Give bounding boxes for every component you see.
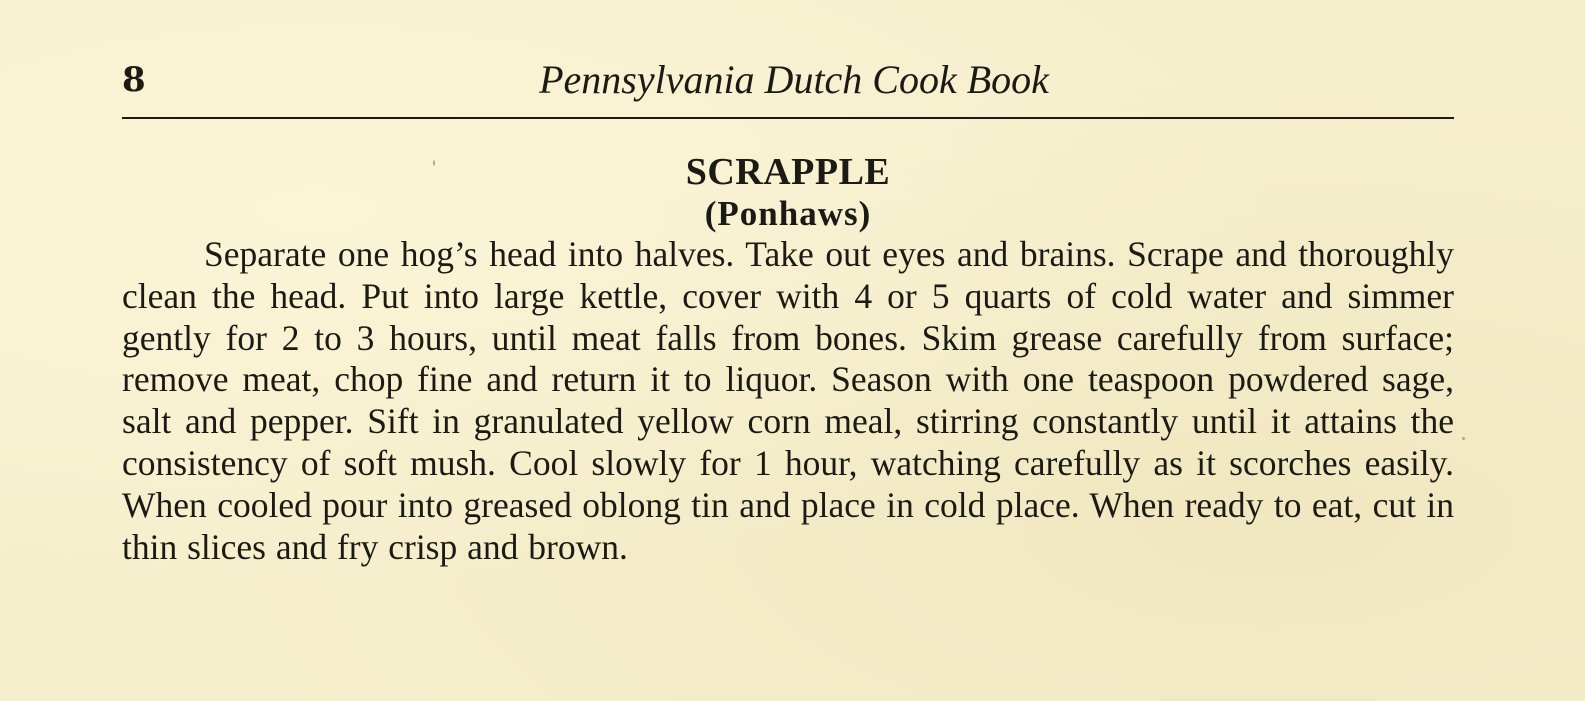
running-head: [122, 56, 1454, 104]
recipe-section: [122, 150, 1454, 568]
paper-speck: [433, 160, 435, 166]
header-rule: [122, 117, 1454, 119]
recipe-instructions: Separate one hog’s head into halves. Take out eyes and brains. Scrape and thoroughly clean the head. Put into large kettle, cover with 4 or 5 quarts of cold water and simmer gently for 2 to 3 hours, until meat falls from bones. Skim grease carefully from surface; remove meat, chop fine and return it to liquor. Season with one teaspoon powdered sage, salt and pepper. Sift in granulated yellow corn meal, stirring constantly until it attains the consistency of soft mush. Cool slowly for 1 hour, watching carefully as it scorches easily. When cooled pour into greased oblong tin and place in cold place. When ready to eat, cut in thin slices and fry crisp and brown.: [122, 234, 1454, 567]
book-title: Pennsylvania Dutch Cook Book: [539, 57, 1049, 102]
recipe-subtitle: (Ponhaws): [704, 194, 872, 233]
recipe-title: SCRAPPLE: [685, 151, 891, 193]
paper-speck: [1462, 437, 1465, 440]
page-number: 8: [122, 60, 146, 100]
